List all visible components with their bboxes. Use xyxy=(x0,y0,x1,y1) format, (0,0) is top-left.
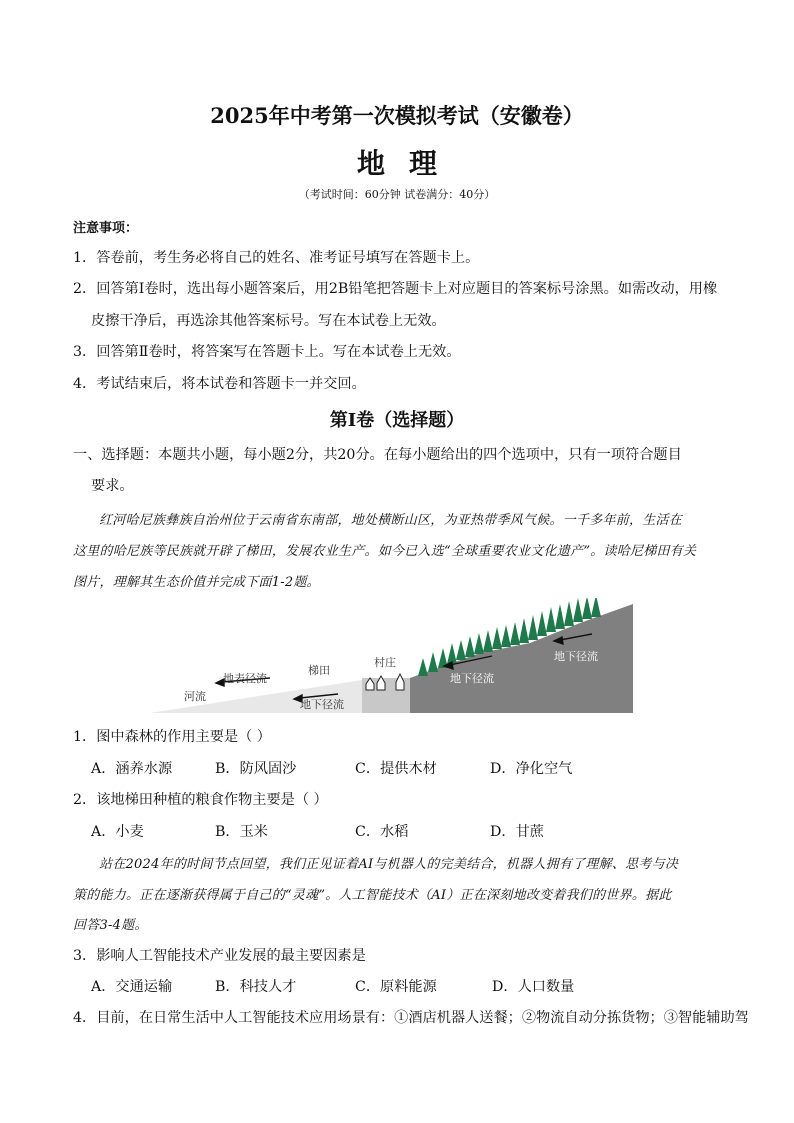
passage-line: 红河哈尼族彝族自治州位于云南省东南部，地处横断山区，为亚热带季风气候。一千多年前，生活在 xyxy=(99,513,683,528)
option-b[interactable]: B．科技人才 xyxy=(215,979,297,995)
option-c[interactable]: C．原料能源 xyxy=(355,979,437,995)
passage-line: 这里的哈尼族等民族就开辟了梯田，发展农业生产。如今已入选“全球重要农业文化遗产”。读哈尼梯田有关 xyxy=(73,544,697,559)
label-forest: 森林 xyxy=(498,608,520,621)
option-c[interactable]: C．水稻 xyxy=(355,824,409,840)
passage-line: 站在2024年的时间节点回望，我们正见证着AI与机器人的完美结合，机器人拥有了理解、思考与决 xyxy=(99,857,679,872)
option-c[interactable]: C．提供木材 xyxy=(355,761,437,777)
question-stem: 2．该地梯田种植的粮食作物主要是（ ） xyxy=(73,792,328,808)
note-item: 1．答卷前，考生务必将自己的姓名、准考证号填写在答题卡上。 xyxy=(73,250,480,266)
option-b[interactable]: B．玉米 xyxy=(215,824,268,840)
label-terrace: 梯田 xyxy=(308,664,330,677)
village-houses xyxy=(366,674,404,690)
exam-title: 2025年中考第一次模拟考试（安徽卷） xyxy=(210,103,584,128)
option-a[interactable]: A．交通运输 xyxy=(91,979,173,995)
notes-heading: 注意事项： xyxy=(73,221,139,236)
passage-line: 回答3-4题。 xyxy=(73,918,148,933)
label-underground-runoff: 地下径流 xyxy=(450,672,494,685)
label-underground-runoff: 地下径流 xyxy=(554,650,598,663)
label-village: 村庄 xyxy=(374,656,396,669)
option-b[interactable]: B．防风固沙 xyxy=(215,761,297,777)
terrace-figure xyxy=(150,598,640,716)
passage-line: 策的能力。正在逐渐获得属于自己的“灵魂”。人工智能技术（AI）正在深刻地改变着我们的世界。据此 xyxy=(73,888,672,903)
label-surface-runoff: 地表径流 xyxy=(223,672,267,685)
exam-info: （考试时间：60分钟 试卷满分：40分） xyxy=(298,188,496,201)
question-stem: 3．影响人工智能技术产业发展的最主要因素是 xyxy=(73,948,366,964)
option-a[interactable]: A．涵养水源 xyxy=(91,761,173,777)
note-item: 2．回答第Ⅰ卷时，选出每小题答案后，用2B铅笔把答题卡上对应题目的答案标号涂黑。如需改动，用橡 xyxy=(73,281,718,297)
label-underground-runoff: 地下径流 xyxy=(300,698,344,711)
option-a[interactable]: A．小麦 xyxy=(91,824,144,840)
note-item: 4．考试结束后，将本试卷和答题卡一并交回。 xyxy=(73,376,366,392)
label-river: 河流 xyxy=(184,690,206,703)
instructions-line: 要求。 xyxy=(91,478,134,494)
question-stem: 4．目前，在日常生活中人工智能技术应用场景有：①酒店机器人送餐；②物流自动分拣货物；③智能辅助驾 xyxy=(73,1010,749,1026)
option-d[interactable]: D．甘蔗 xyxy=(490,824,544,840)
passage-line: 图片，理解其生态价值并完成下面1-2题。 xyxy=(73,575,320,590)
section-title: 第Ⅰ卷（选择题） xyxy=(329,410,465,431)
instructions-line: 一、选择题：本题共小题，每小题2分，共20分。在每小题给出的四个选项中，只有一项符合题目 xyxy=(73,447,682,463)
subject-title: 地理 xyxy=(356,147,461,180)
question-stem: 1．图中森林的作用主要是（ ） xyxy=(73,729,271,745)
note-item: 3．回答第Ⅱ卷时，将答案写在答题卡上。写在本试卷上无效。 xyxy=(73,344,461,360)
note-item: 皮擦干净后，再选涂其他答案标号。写在本试卷上无效。 xyxy=(91,313,446,329)
option-d[interactable]: D．净化空气 xyxy=(490,761,573,777)
option-d[interactable]: D．人口数量 xyxy=(492,979,575,995)
